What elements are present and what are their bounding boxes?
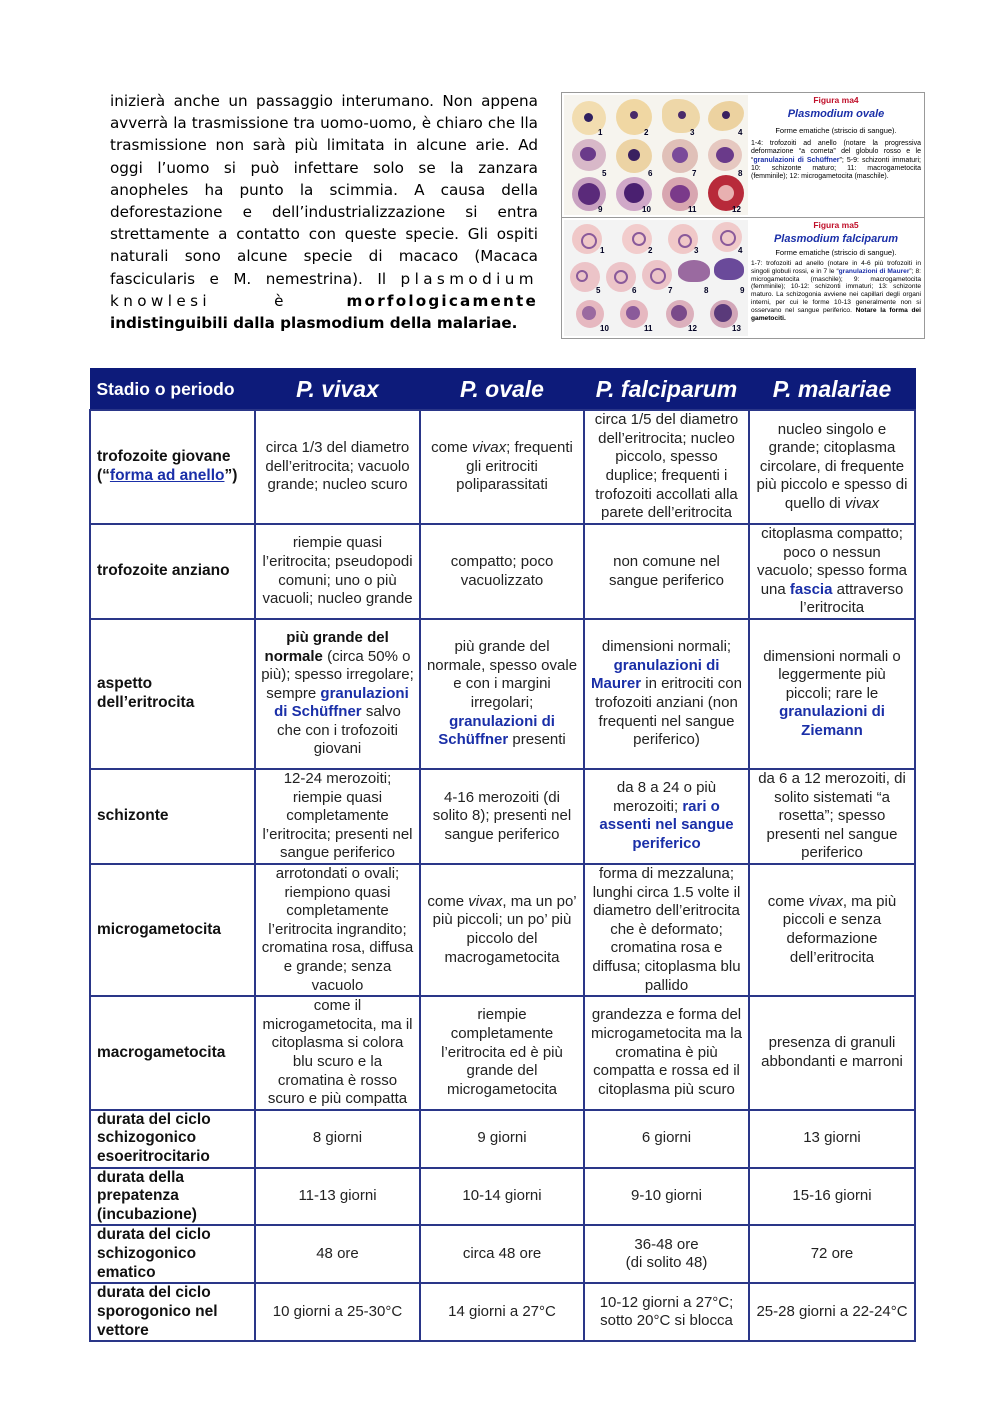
table-cell: 9-10 giorni (584, 1168, 749, 1226)
figure-number: 11 (644, 324, 653, 333)
table-cell: citoplasma compatto; poco o nessun vacuolo; spesso forma una fascia attraverso l’eritrocita (749, 524, 915, 619)
figure-number: 2 (648, 246, 653, 255)
figure-description: 1-4: trofozoiti ad anello (notare la progressiva deformazione “a cometa” del globulo rosso e le “granulazioni di Schüffner”; 5-9: schizonti immaturi; 10: schizonte maturo; 11: macrogametocita (femminile); 12: microgametocita (maschile). (751, 140, 921, 181)
header-stage: Stadio o periodo (90, 369, 255, 411)
figure-ma5 (562, 218, 924, 338)
figure-label: Figura ma5 (813, 220, 859, 230)
table-cell: presenza di granuli abbondanti e marroni (749, 996, 915, 1110)
table-row (90, 1225, 915, 1283)
figure-subtitle: Forme ematiche (striscio di sangue). (775, 248, 897, 257)
blood-cell-image (714, 258, 744, 280)
figure-number: 4 (738, 128, 743, 137)
table-cell: 13 giorni (749, 1110, 915, 1168)
figure-number: 12 (732, 205, 741, 214)
header-ovale: P. ovale (420, 369, 584, 411)
table-cell: circa 48 ore (420, 1225, 584, 1283)
ring-form-link[interactable]: forma ad anello (109, 467, 225, 484)
table-row (90, 996, 915, 1110)
figure-number: 10 (600, 324, 609, 333)
row-header: macrogametocita (90, 996, 255, 1110)
figure-number: 6 (632, 286, 637, 295)
row-header: durata del ciclo schizogonico esoeritrocitario (90, 1110, 255, 1168)
table-cell: 10-14 giorni (420, 1168, 584, 1226)
table-cell: 72 ore (749, 1225, 915, 1283)
table-cell: dimensioni normali; granulazioni di Maurer in eritrociti con trofozoiti anziani (non frequenti nel sangue periferico) (584, 619, 749, 769)
table-cell: 36-48 ore (di solito 48) (584, 1225, 749, 1283)
table-cell: dimensioni normali o leggermente più piccoli; rare le granulazioni di Ziemann (749, 619, 915, 769)
table-cell: riempie completamente l’eritrocita ed è più grande del microgametocita (420, 996, 584, 1110)
table-cell: come vivax, ma più piccoli e senza deformazione dell’eritrocita (749, 864, 915, 996)
intro-bold-text: indistinguibili dalla plasmodium della malariae. (110, 314, 518, 333)
header-falciparum: P. falciparum (584, 369, 749, 411)
figure-number: 9 (740, 286, 745, 295)
figure-ma5-images (564, 220, 748, 336)
header-malariae: P. malariae (749, 369, 915, 411)
table-cell: 10-12 giorni a 27°C; sotto 20°C si blocca (584, 1283, 749, 1341)
table-cell: 12-24 merozoiti; riempie quasi completamente l’eritrocita; presenti nel sangue periferico (255, 769, 420, 864)
row-header: durata della prepatenza (incubazione) (90, 1168, 255, 1226)
intro-text: inizierà anche un passaggio interumano. Non appena avverrà la trasmissione tra uomo-uomo, è chiaro che lla trasmissione non sarà più limitata in alcune arie. Ad oggi l’uomo si può infettare solo se la zanzara anopheles ha punto la scimmia. A causa della deforestazione e dell’industrializzazione si entra strettamente a contatto con queste specie. Gli ospiti naturali sono alcune specie di macaco (Macaca fascicularis e M. nemestrina). Il (110, 92, 538, 288)
plasmodium-comparison-table (89, 368, 916, 1342)
figure-subtitle: Forme ematiche (striscio di sangue). (775, 126, 897, 135)
figure-species: Plasmodium ovale (787, 108, 885, 120)
table-row (90, 769, 915, 864)
figure-label: Figura ma4 (813, 95, 859, 105)
table-cell: 4-16 merozoiti (di solito 8); presenti nel sangue periferico (420, 769, 584, 864)
table-row (90, 410, 915, 524)
figure-ma4-caption (751, 93, 921, 181)
table-cell: 14 giorni a 27°C (420, 1283, 584, 1341)
row-header: schizonte (90, 769, 255, 864)
figure-number: 4 (738, 246, 743, 255)
table-cell: 11-13 giorni (255, 1168, 420, 1226)
table-row (90, 1110, 915, 1168)
figure-number: 11 (688, 205, 697, 214)
table-cell: come vivax; frequenti gli eritrociti poliparassitati (420, 410, 584, 524)
table-cell: circa 1/3 del diametro dell’eritrocita; vacuolo grande; nucleo scuro (255, 410, 420, 524)
figure-ma5-caption (751, 218, 921, 322)
table-cell: forma di mezzaluna; lunghi circa 1.5 volte il diametro dell’eritrocita che è deformato; cromatina rosa e diffusa; citoplasma blu pallido (584, 864, 749, 996)
row-header: aspetto dell’eritrocita (90, 619, 255, 769)
figure-number: 13 (732, 324, 741, 333)
header-vivax: P. vivax (255, 369, 420, 411)
table-cell: arrotondati o ovali; riempiono quasi completamente l’eritrocita ingrandito; cromatina rosa, diffusa e grande; senza vacuolo (255, 864, 420, 996)
figure-number: 1 (598, 128, 603, 137)
blood-cell-image (662, 139, 698, 173)
table-cell: 6 giorni (584, 1110, 749, 1168)
blood-cell-image (708, 101, 744, 131)
row-header: durata del ciclo schizogonico ematico (90, 1225, 255, 1283)
table-row (90, 524, 915, 619)
blood-cell-image (616, 139, 652, 173)
table-cell: circa 1/5 del diametro dell’eritrocita; nucleo piccolo, spesso duplice; frequenti i trofozoiti accollati alla parete dell’eritrocita (584, 410, 749, 524)
row-header: durata del ciclo sporogonico nel vettore (90, 1283, 255, 1341)
blood-cell-image (572, 224, 605, 255)
row-header: trofozoite giovane (“forma ad anello”) (90, 410, 255, 524)
table-cell: da 6 a 12 merozoiti, di solito sistemati “a rosetta”; spesso presenti nel sangue periferico (749, 769, 915, 864)
figure-description: 1-7: trofozoiti ad anello (notare in 4-6 più trofozoiti in singoli globuli rossi, e in 7 le “granulazioni di Maurer”; 8: microgametocita (maschile); 9: macrogametocita (femminile); 10-12: schizonti immaturi; 13: schizonte maturo. La schizogonia avviene nei capillari degli organi interni, per cui le forme 10-13 generalmente non si osservano nel sangue periferico. Notare la forma dei gametociti. (751, 260, 921, 322)
intro-spaced-text: plasmodium knowlesi è (110, 269, 538, 310)
table-cell: riempie quasi l’eritrocita; pseudopodi comuni; uno o più vacuoli; nucleo grande (255, 524, 420, 619)
row-header: microgametocita (90, 864, 255, 996)
table-cell: 9 giorni (420, 1110, 584, 1168)
table-cell: 25-28 giorni a 22-24°C (749, 1283, 915, 1341)
figure-number: 3 (690, 128, 695, 137)
figure-number: 10 (642, 205, 651, 214)
table-header-row (90, 369, 915, 411)
figure-panel (561, 92, 925, 339)
intro-paragraph (110, 90, 538, 334)
blood-cell-image (708, 139, 742, 171)
table-row (90, 1168, 915, 1226)
figure-species: Plasmodium falciparum (773, 233, 899, 245)
figure-ma4 (562, 93, 924, 218)
table-cell: più grande del normale, spesso ovale e con i margini irregolari; granulazioni di Schüffner presenti (420, 619, 584, 769)
table-cell: come vivax, ma un po’ più piccoli; un po’ più piccolo del macrogametocita (420, 864, 584, 996)
figure-number: 8 (738, 169, 743, 178)
figure-number: 5 (596, 286, 601, 295)
figure-number: 7 (668, 286, 673, 295)
figure-number: 9 (598, 205, 603, 214)
figure-number: 8 (704, 286, 709, 295)
table-cell: come il microgametocita, ma il citoplasma si colora blu scuro e la cromatina è rosso scuro e più compatta (255, 996, 420, 1110)
table-cell: da 8 a 24 o più merozoiti; rari o assenti nel sangue periferico (584, 769, 749, 864)
table-row (90, 1283, 915, 1341)
figure-number: 6 (648, 169, 653, 178)
table-cell: nucleo singolo e grande; citoplasma circolare, di frequente più piccolo e spesso di quello di vivax (749, 410, 915, 524)
row-header: trofozoite anziano (90, 524, 255, 619)
table-cell: 8 giorni (255, 1110, 420, 1168)
table-row (90, 864, 915, 996)
figure-number: 3 (694, 246, 699, 255)
figure-number: 1 (600, 246, 605, 255)
table-cell: più grande del normale (circa 50% o più); spesso irregolare; sempre granulazioni di Schüffner salvo che con i trofozoiti giovani (255, 619, 420, 769)
figure-number: 2 (644, 128, 649, 137)
figure-number: 5 (602, 169, 607, 178)
intro-bold-word: morfologicamente (346, 291, 538, 310)
table-cell: 48 ore (255, 1225, 420, 1283)
blood-cell-image (572, 139, 606, 171)
figure-number: 12 (688, 324, 697, 333)
table-cell: 15-16 giorni (749, 1168, 915, 1226)
table-cell: 10 giorni a 25-30°C (255, 1283, 420, 1341)
figure-ma4-images (564, 95, 748, 215)
table-cell: compatto; poco vacuolizzato (420, 524, 584, 619)
figure-number: 7 (692, 169, 697, 178)
blood-cell-image (678, 260, 710, 282)
table-row (90, 619, 915, 769)
table-cell: grandezza e forma del microgametocita ma la cromatina è più compatta e rossa ed il citoplasma più scuro (584, 996, 749, 1110)
table-cell: non comune nel sangue periferico (584, 524, 749, 619)
